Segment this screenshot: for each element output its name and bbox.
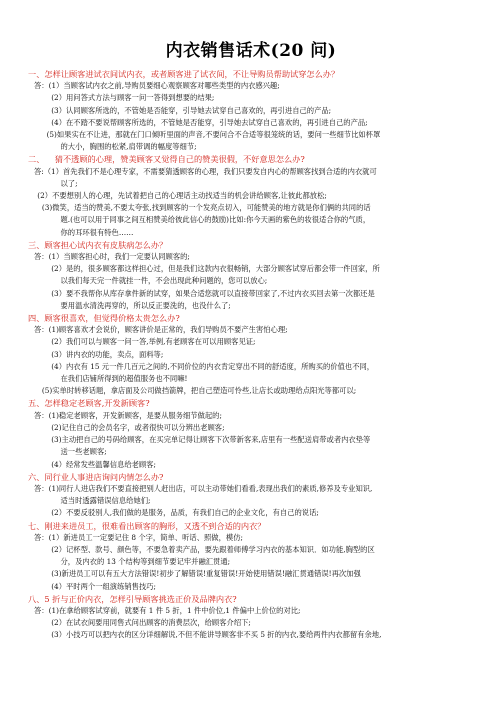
- answer-line: 送一些老顾客;: [28, 447, 107, 457]
- question-heading: 二、 猜不透顾的心理，赞美顾客又觉得自己的赞美很假，不好意思怎么办?: [28, 154, 305, 165]
- answer-line: (3)微笑，适当的赞美,不要太夸张,找到顾客的一个发亮点切入，可能赞美的地方就是你们俩的共同的话: [28, 203, 371, 213]
- answer-line: (2）记杯型、款号、颜色等，不要急着卖产品，要先跟着师傅学习内衣的基本知识．如功能,胸型的区: [28, 544, 375, 554]
- question-heading: 一、怎样让顾客进试衣间试内衣，或者顾客进了试衣间，不让导购员帮助试穿怎么办？: [28, 69, 340, 79]
- answer-line: 答：(1)在拿给顾客试穿前，就要有 1 件 5 折，1 件中价位,1 件偏中上价位的对比;: [34, 605, 301, 615]
- answer-line: (4）内衣有 15 元一件几百元之间的,不同价位的内衣肯定穿出不同的舒适度，所购买的价值也不同，: [28, 361, 375, 371]
- answer-line: (4）平时两个一组演练销售技巧;: [28, 581, 157, 591]
- answer-line: 答：(1)稳定老顾客，开发新顾客，是要从服务细节做起的;: [34, 410, 222, 420]
- answer-line: (4）在不踏不要说帮顾客所选的，不管她是否能穿，引导她去试穿自己喜欢的，再引进自己的产品;: [28, 117, 368, 127]
- question-heading: 五、怎样稳定老顾客,开发新顾客?: [28, 398, 150, 409]
- answer-line: 以了;: [28, 178, 78, 188]
- answer-line: 的大小，胸围的松紧,肩带调的幅度等细节;: [28, 142, 197, 152]
- answer-line: (2）是的，很多顾客都这样担心过，但是我们这款内衣很畅销，大部分顾客试穿后都会带一件回家，所: [28, 264, 380, 274]
- question-heading: 四、顾客很喜欢，但觉得价格太贵怎么办?: [28, 313, 180, 324]
- answer-line: (3)主动把自己的号码给顾客，在买完单记得让顾客下次带新客来,店里有一些配送肩带或者内衣垫等: [28, 435, 371, 445]
- answer-line: (2）用问答式方法与顾客一问一答得到想要的结果;: [28, 93, 215, 103]
- answer-line: 以我们每天完一件就挂一件，不会出现此种问题的，您可以放心;: [28, 276, 268, 286]
- question-heading: 七、刚进来进员工，很难看出顾客的胸形，又透不到合适的内衣？: [28, 520, 266, 531]
- answer-line: 答：(1）当顾客试内衣之前,导购员要细心观察顾客对哪些类型的内衣感兴趣;: [34, 81, 280, 91]
- document-title: 内衣销售话术(20 问): [165, 41, 337, 61]
- answer-line: 题.(也可以用于同事之间互相赞美给彼此信心的鼓励)比如:你今天画的紫色的妆很适合你的气质，: [28, 215, 371, 225]
- answer-line: 分，及内衣的 13 个结构等到细节要记牢并融汇贯通;: [28, 557, 231, 567]
- answer-line: 答：(1)同行人进店我们不要直接把别人赶出店，可以主动带她们看看,表现出我们的素质,修养及专业知识,: [34, 483, 373, 493]
- answer-line: 答：(1)顾客喜欢才会说价，顾客讲价是正常的，我们导购员不要产生害怕心理;: [34, 325, 288, 335]
- question-heading: 六、同行业人事进店询问内情怎么办?: [28, 471, 164, 482]
- answer-line: (3）小技巧可以把内衣的区分详细解说,不但不能讲导顾客非不买 5 折的内衣,要给两件内衣都留有余地,: [28, 630, 382, 640]
- answer-line: (3）要不我帮你从库存拿件新的试穿，如果合适您就可以直接带回家了,不过内衣买回去第一次都还是: [28, 288, 375, 298]
- answer-line: (3）讲内衣的功能，卖点，面料等;: [28, 349, 164, 359]
- answer-line: 适当时透露错误信息给她们;: [28, 496, 151, 506]
- answer-line: (2）在试衣间要用同售式问出顾客的消费层次，给顾客介绍下;: [28, 618, 251, 628]
- answer-line: (2)记住自己的会员名字，或者很快可以分辨出老顾客;: [28, 422, 225, 432]
- answer-line: 答：(1）当顾客担心时，我们一定要认同顾客的;: [34, 252, 190, 262]
- answer-line: 要用温水清洗再穿的，所以反正要洗的，也没什么了;: [28, 300, 231, 310]
- question-heading: 三、顾客担心试内衣有皮肤病怎么办？: [28, 239, 168, 250]
- answer-line: 在我们店铺所得到的超值服务也不同嘛!: [28, 374, 188, 384]
- document-body: [28, 68, 474, 642]
- answer-line: (2）我们可以与顾客一问一答,举例,有老顾客在可以用顾客见证;: [28, 337, 256, 347]
- answer-line: (2）不要反驳别人,我们做的是服务，品质，有我们自己的企业文化，有自己的说话;: [28, 508, 319, 518]
- answer-line: (3）认同顾客所选的，不管她是否能穿，引导她去试穿自己喜欢的，再引进自己的产品;: [28, 105, 332, 115]
- answer-line: (3)新进员工可以有五大方法错误!初步了解错误!重复错误!开始使用错误!融汇贯通错误!再次加强: [28, 569, 361, 579]
- question-heading: 八、5 折与正价内衣，怎样引导顾客挑选正价及品牌内衣?: [28, 593, 237, 604]
- answer-line: (5)如果实在不让进，那就在门口倾听里面的声音,不要问合不合适等很笼统的话，要问一些细节比如杯罩: [28, 130, 381, 140]
- answer-line: (2）不要想别人的心理，先试着把自己的心理话主动找适当的机会讲给顾客,让彼此都放松;: [28, 191, 327, 201]
- answer-line: 答：(1）新进员工一定要记住 8 个字，简单、听话、照做，模仿;: [34, 532, 243, 542]
- answer-line: (4）经常发些温馨信息给老顾客;: [28, 459, 157, 469]
- answer-line: 你的耳环很有特色……: [28, 227, 134, 237]
- answer-line: 答:（1）首先我们不是心理专家，不需要猜透顾客的心理，我们只要发自内心的帮顾客找到合适的内衣就可: [34, 166, 377, 176]
- answer-line: (5)实单时转移话题，拿店面及公司做挡箭牌，把自己塑造可怜些,让店长或助理给点阳光等都可以;: [28, 386, 357, 396]
